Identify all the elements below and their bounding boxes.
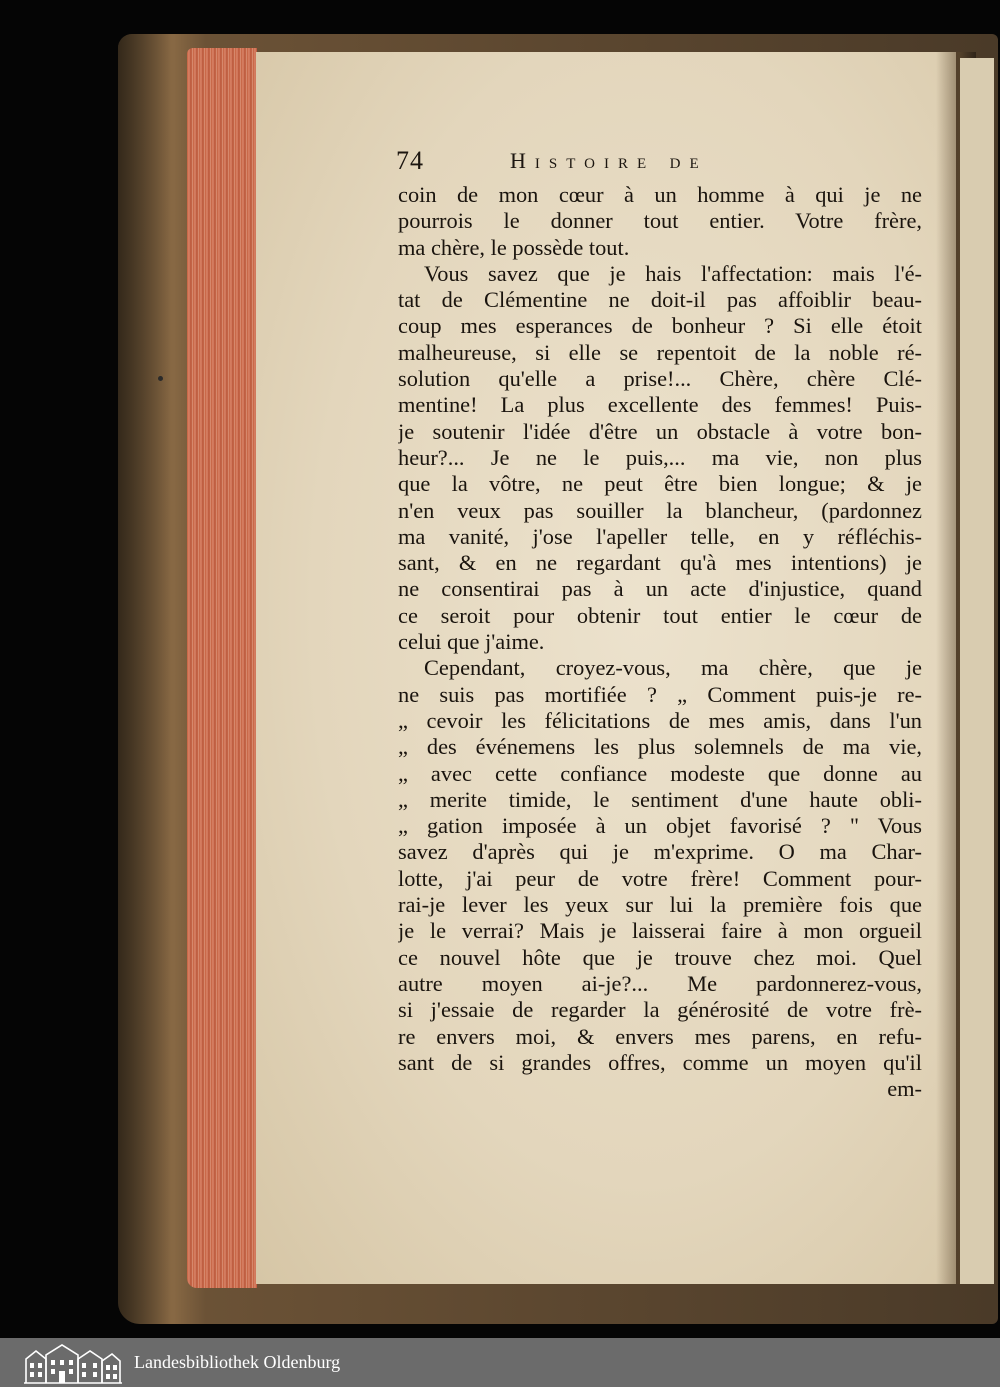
text-line: re envers moi, & envers mes parens, en refu- [398,1023,922,1049]
page-number: 74 [396,146,424,175]
text-line: celui que j'aime. [398,629,545,655]
text-line: „ des événemens les plus solemnels de ma vie, [398,734,922,760]
text-line: coup mes esperances de bonheur ? Si elle étoit [398,313,922,339]
text-line: n'en veux pas souiller la blancheur, (pardonnez [398,497,922,523]
running-title: Histoire de [510,148,708,173]
text-line: autre moyen ai-je?... Me pardonnerez-vous, [398,970,922,996]
page-edges [187,48,257,1288]
text-line: tat de Clémentine ne doit-il pas affoiblir beau- [398,287,922,313]
text-line: ce nouvel hôte que je trouve chez moi. Quel [398,944,922,970]
text-line: malheureuse, si elle se repentoit de la noble ré- [398,339,922,365]
text-line: „ gation imposée à un objet favorisé ? " Vous [398,813,922,839]
text-line: coin de mon cœur à un homme à qui je ne [398,182,922,207]
text-line: mentine! La plus excellente des femmes! Puis- [398,392,922,418]
body-text [398,182,922,1102]
spine-mark [158,376,163,381]
text-line: „ cevoir les félicitations de mes amis, dans l'un [398,707,922,733]
text-line: je le verrai? Mais je laisserai faire à mon orgueil [398,918,922,944]
text-line: lotte, j'ai peur de votre frère! Comment pour- [398,865,922,891]
text-line: que la vôtre, ne peut être bien longue; & je [398,471,922,497]
text-line: ce seroit pour obtenir tout entier le cœur de [398,602,922,628]
library-name: Landesbibliothek Oldenburg [134,1352,341,1372]
text-line: je soutenir l'idée d'être un obstacle à votre bon- [398,418,922,444]
text-line: sant de si grandes offres, comme un moyen qu'il [398,1049,922,1075]
page-header [396,146,926,176]
text-line: Vous savez que je hais l'affectation: mais l'é- [424,260,922,286]
text-line: rai-je lever les yeux sur lui la première fois que [398,892,922,918]
catchword: em- [887,1076,922,1102]
text-line: ne suis pas mortifiée ? „ Comment puis-je re- [398,681,922,707]
library-building-logo-icon [22,1341,124,1385]
text-line: pourrois le donner tout entier. Votre frère, [398,208,922,234]
text-line: si j'essaie de regarder la générosité de votre frè- [398,997,922,1023]
text-line: heur?... Je ne le puis,... ma vie, non plus [398,444,922,470]
cover-shadow [118,34,188,1324]
text-line: „ merite timide, le sentiment d'une haute obli- [398,786,922,812]
facing-page-edge [960,58,994,1284]
text-line: solution qu'elle a prise!... Chère, chère Clé- [398,366,922,392]
text-line: ma vanité, j'ose l'apeller telle, en y réfléchis- [398,523,922,549]
text-line: sant, & en ne regardant qu'à mes intentions) je [398,550,922,576]
text-line: ne consentirai pas à un acte d'injustice, quand [398,576,922,602]
text-line: ma chère, le possède tout. [398,234,630,260]
text-line: „ avec cette confiance modeste que donne au [398,760,922,786]
text-line: savez d'après qui je m'exprime. O ma Char- [398,839,922,865]
text-line: Cependant, croyez-vous, ma chère, que je [424,655,922,681]
